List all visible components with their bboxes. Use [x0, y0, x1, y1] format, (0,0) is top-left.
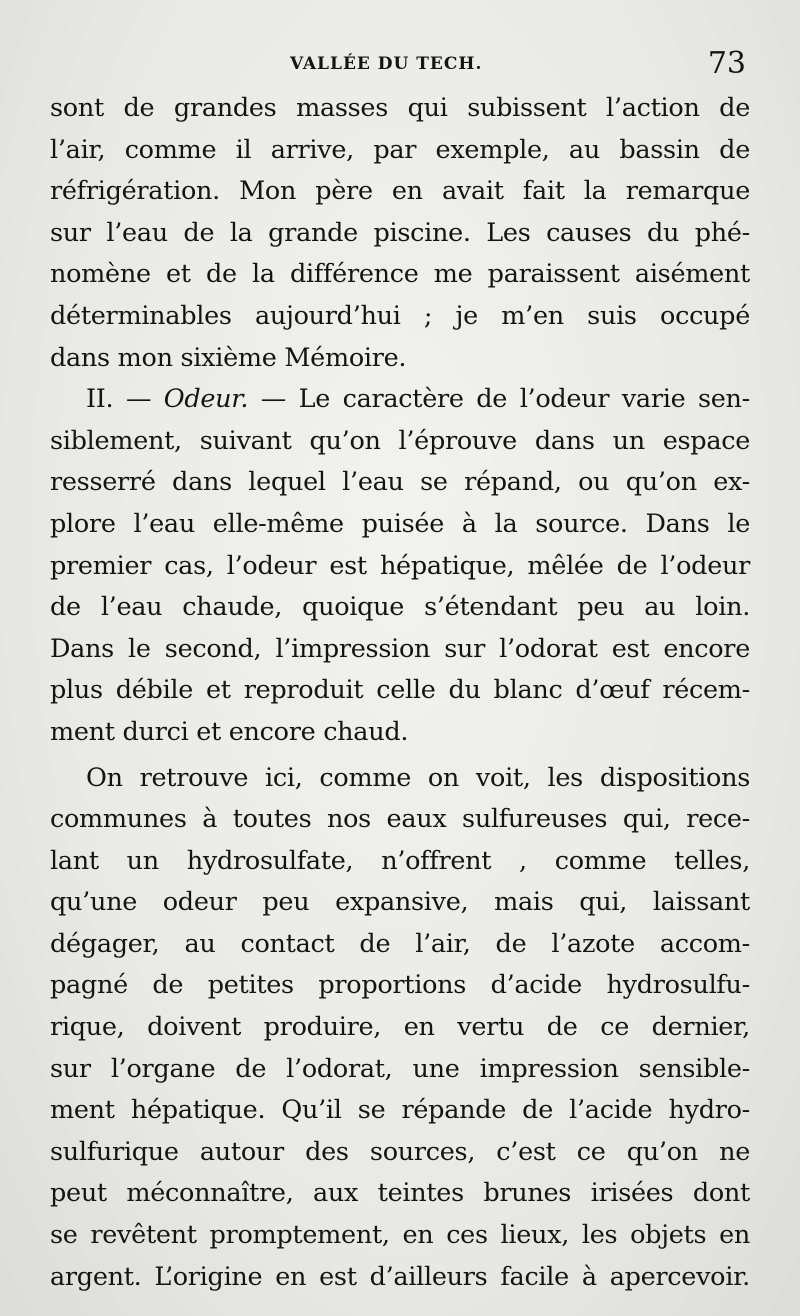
text-line: plus débile et reproduit celle du blanc d’œuf récem- — [50, 675, 750, 706]
text-line: ment hépatique. Qu’il se répande de l’acide hydro- — [50, 1095, 750, 1126]
section-heading-line — [50, 379, 750, 421]
text-line: lant un hydrosulfate, n’offrent , comme telles, — [50, 845, 750, 876]
text-line: siblement, suivant qu’on l’éprouve dans un espace — [50, 425, 750, 456]
text-line: se revêtent promptement, en ces lieux, les objets en — [50, 1220, 750, 1251]
text-line: argent. L’origine en est d’ailleurs facile à apercevoir. — [50, 1261, 750, 1292]
text-line: réfrigération. Mon père en avait fait la remarque — [50, 176, 750, 207]
text-line: resserré dans lequel l’eau se répand, ou qu’on ex- — [50, 467, 750, 498]
text-line: ment durci et encore chaud. — [50, 716, 409, 747]
text-line: On retrouve ici, comme on voit, les dispositions — [86, 762, 750, 793]
section-title: Odeur. — [163, 384, 249, 415]
text-line: nomène et de la différence me paraissent aisément — [50, 259, 750, 290]
text-line: l’air, comme il arrive, par exemple, au bassin de — [50, 134, 750, 165]
text-line: sur l’eau de la grande piscine. Les causes du phé- — [50, 217, 750, 248]
page-number: 73 — [707, 46, 746, 81]
running-head: VALLÉE DU TECH. — [290, 54, 483, 74]
paragraph-continuation — [50, 88, 750, 379]
text-line: Dans le second, l’impression sur l’odorat est encore — [50, 633, 750, 664]
text-line: sur l’organe de l’odorat, une impression sensible- — [50, 1053, 750, 1084]
text-line: rique, doivent produire, en vertu de ce dernier, — [50, 1012, 750, 1043]
text-line: communes à toutes nos eaux sulfureuses qui, rece- — [50, 804, 750, 835]
text-line: peut méconnaître, aux teintes brunes irisées dont — [50, 1178, 750, 1209]
paragraph-retrouve — [50, 758, 750, 1299]
text-line: déterminables aujourd’hui ; je m’en suis occupé — [50, 300, 750, 331]
text-line: dans mon sixième Mémoire. — [50, 342, 407, 373]
text-line: premier cas, l’odeur est hépatique, mêlée de l’odeur — [50, 550, 750, 581]
page-header — [50, 46, 750, 86]
text-line: dégager, au contact de l’air, de l’azote accom- — [50, 928, 750, 959]
text-line: sont de grandes masses qui subissent l’action de — [50, 93, 750, 123]
text-line: de l’eau chaude, quoique s’étendant peu au loin. — [50, 592, 750, 623]
text-line: qu’une odeur peu expansive, mais qui, laissant — [50, 887, 750, 918]
text-line-rest: — Le caractère de l’odeur varie sen- — [248, 384, 750, 415]
section-number: II. — — [86, 384, 164, 415]
text-line: pagné de petites proportions d’acide hydrosulfu- — [50, 970, 750, 1001]
body-text — [50, 88, 750, 1298]
text-line: sulfurique autour des sources, c’est ce qu’on ne — [50, 1136, 750, 1167]
text-line: plore l’eau elle-même puisée à la source. Dans le — [50, 508, 750, 539]
paragraph-odeur — [50, 379, 750, 753]
